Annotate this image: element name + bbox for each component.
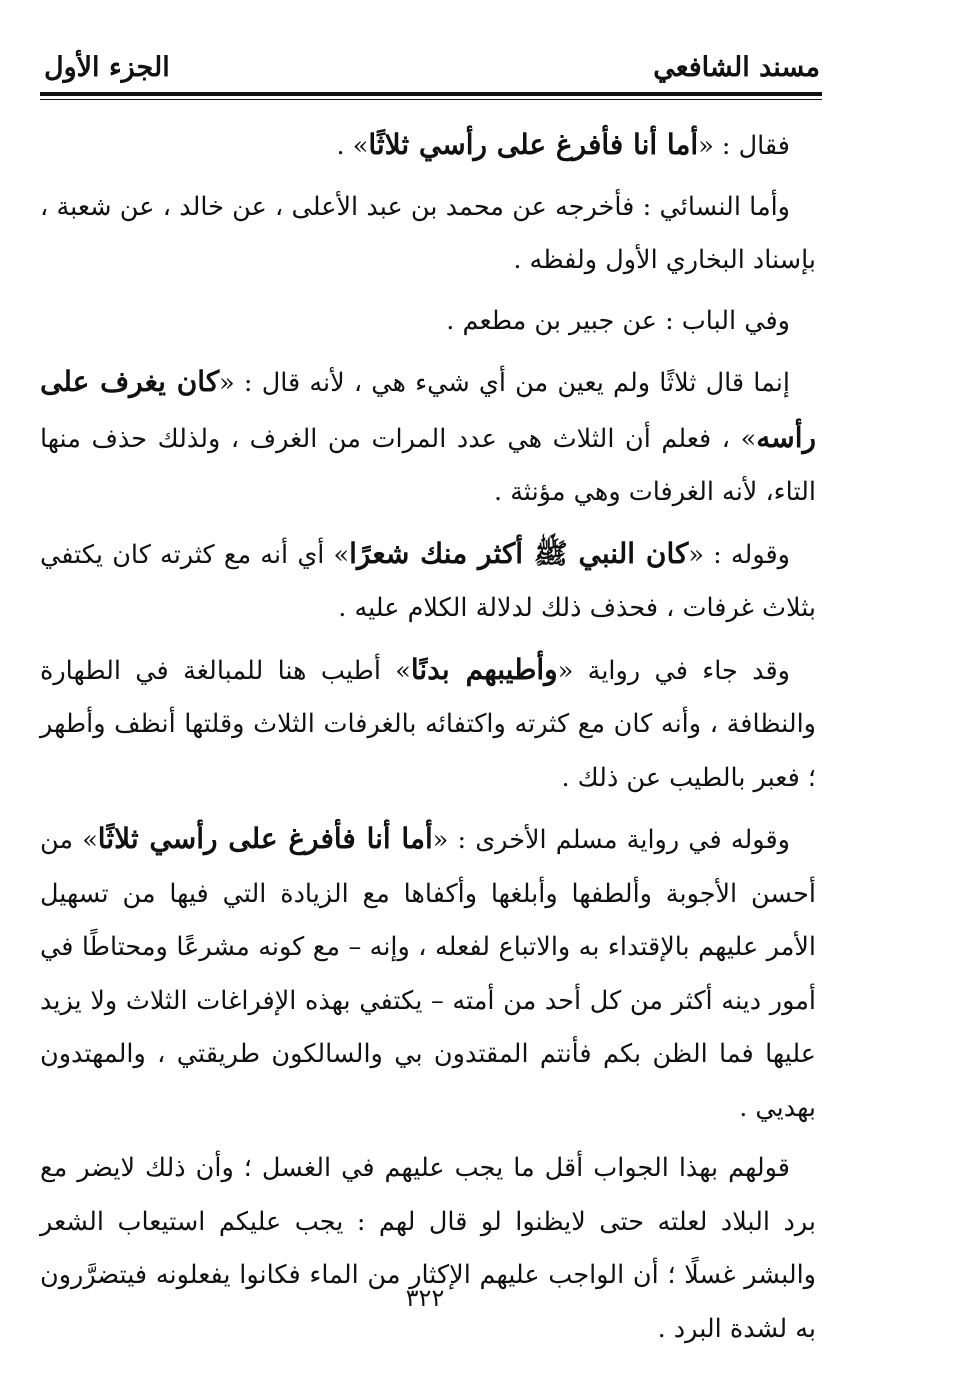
text-span: وقد جاء في رواية « (557, 655, 790, 686)
text-span: » أي أنه مع كثرته كان يكتفي بثلاث غرفات ، فحذف ذلك لدلالة الكلام عليه . (40, 539, 816, 623)
book-title: مسند الشافعي (653, 52, 820, 83)
page-header (44, 52, 820, 92)
paragraph-6 (40, 643, 816, 806)
quoted-text: أما أنا فأفرغ على رأسي ثلاثًا (97, 822, 433, 855)
text-span: إنما قال ثلاثًا ولم يعين من أي شيء هي ، لأنه قال : « (219, 368, 790, 398)
volume-label: الجزء الأول (44, 52, 170, 83)
text-span: وفي الباب : عن جبير بن مطعم . (446, 305, 790, 336)
text-span: قولهم بهذا الجواب أقل ما يجب عليهم في الغسل ؛ وأن ذلك لايضر مع برد البلاد لعلته حتى لايظنوا لو قال لهم : يجب عليكم استيعاب الشعر والبشر غسلًا ؛ أن الواجب عليهم الإكثار من الماء فكانوا يفعلونه فيتضرَّرون به لشدة البرد . (40, 1153, 816, 1344)
header-rule-thick (40, 92, 822, 96)
text-span: وقوله في رواية مسلم الأخرى : « (432, 825, 790, 855)
paragraph-1 (40, 118, 816, 174)
text-span: وأما النسائي : فأخرجه عن محمد بن عبد الأعلى ، عن خالد ، عن شعبة ، بإسناد البخاري الأول ولفظه . (40, 191, 816, 275)
paragraph-5 (40, 527, 816, 636)
quoted-text: أما أنا فأفرغ على رأسي ثلاثًا (368, 128, 699, 161)
quoted-text: وأطيبهم بدنًا (410, 652, 558, 686)
page-number: ٣٢٢ (405, 1284, 445, 1312)
text-span: » ، فعلم أن الثلاث هي عدد المرات من الغرف ، ولذلك حذف منها التاء، لأنه الغرفات وهي مؤنثة . (40, 423, 816, 507)
paragraph-2 (40, 181, 816, 288)
paragraph-8 (40, 1142, 816, 1356)
header-rule-thin (40, 99, 822, 100)
paragraph-4 (40, 355, 816, 520)
quoted-text: كان يغرف على رأسه (40, 365, 816, 454)
quoted-text: كان النبي ﷺ أكثر منك شعرًا (349, 536, 689, 570)
page-body (40, 118, 816, 1363)
text-span: وقوله : « (688, 539, 790, 570)
paragraph-7 (40, 812, 816, 1135)
text-span: » أطيب هنا للمبالغة في الطهارة والنظافة ، وأنه كان مع كثرته واكتفائه بالغرفات الثلاث وقلتها أنظف وأطهر ؛ فعبر بالطيب عن ذلك . (40, 655, 816, 793)
text-span: فقال : « (698, 131, 790, 161)
text-span: » من أحسن الأجوبة وألطفها وأبلغها وأكفاها مع الزيادة التي فيها من تسهيل الأمر عليهم بالإقتداء به والاتباع لفعله ، وإنه – مع كونه مشرعًا ومحتاطًا في أمور دينه أكثر من كل أحد من أمته – يكتفي بهذه الإفراغات الثلاث ولا يزيد عليها فما الظن بكم فأنتم المقتدون بي والسالكون طريقتي ، والمهتدون بهديي . (40, 825, 817, 1123)
paragraph-3 (40, 295, 816, 349)
text-span: » . (336, 131, 369, 161)
